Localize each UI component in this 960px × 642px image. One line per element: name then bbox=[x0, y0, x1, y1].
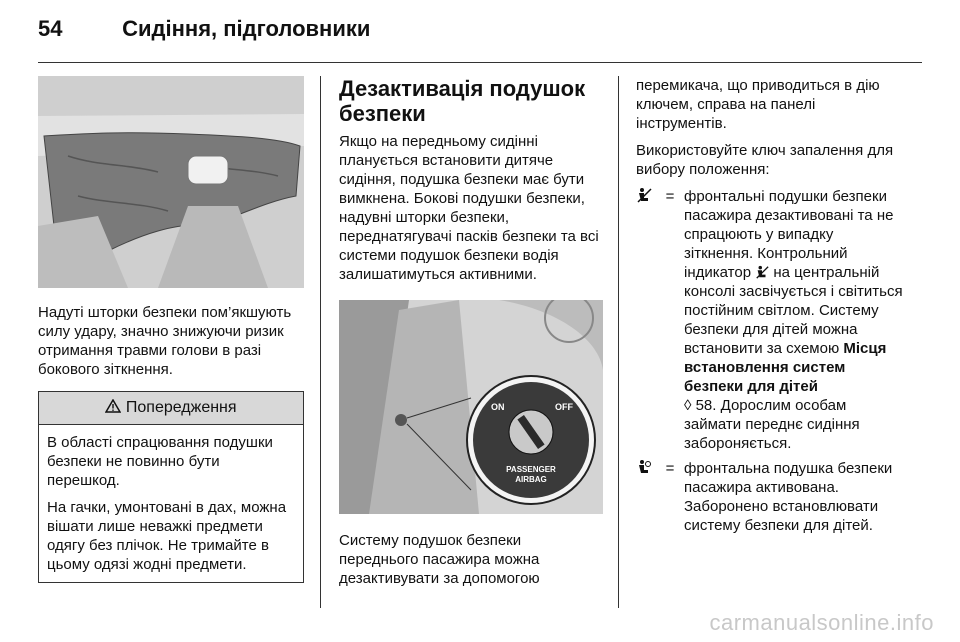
airbag-on-icon bbox=[636, 459, 656, 535]
column-1 bbox=[38, 76, 304, 583]
cross-reference-link[interactable]: Місця встановлення систем безпеки для дітей bbox=[684, 340, 887, 395]
airbag-off-icon bbox=[636, 187, 656, 453]
warning-box bbox=[38, 391, 304, 583]
column-2 bbox=[339, 76, 603, 596]
switch-off-label: OFF bbox=[555, 402, 573, 412]
watermark: carmanualsonline.info bbox=[709, 610, 934, 635]
figure-caption: Систему подушок безпеки переднього пасажира можна дезактивувати за допомогою bbox=[339, 532, 540, 587]
warning-triangle-icon bbox=[105, 399, 125, 416]
section-heading: Дезактивація подушок безпеки bbox=[339, 76, 586, 126]
body-text: Використовуйте ключ запалення для вибору положення: bbox=[636, 142, 894, 178]
warning-header bbox=[39, 392, 303, 425]
definition-airbag-off bbox=[636, 187, 906, 453]
header-rule bbox=[38, 62, 922, 63]
definition-airbag-on bbox=[636, 459, 906, 535]
definition-text: фронтальна подушка безпеки пасажира активована. Заборонено встановлювати систему безпеки для дітей. bbox=[684, 460, 893, 534]
airbag-switch-figure bbox=[339, 300, 603, 514]
column-divider bbox=[618, 76, 619, 608]
definition-text: фронтальні подушки безпеки пасажира дезактивовані та не спрацюють у випадку зіткнення. Контрольний індикатор bbox=[684, 188, 894, 281]
page-number: 54 bbox=[38, 16, 63, 41]
reference-symbol: ◊ bbox=[684, 397, 692, 414]
equals-sign: = bbox=[665, 188, 675, 205]
column-3 bbox=[636, 76, 906, 541]
body-text: Якщо на передньому сидінні планується встановити дитяче сидіння, подушка безпеки має бути вимкнена. Бокові подушки безпеки, надувні шторки безпеки, переднатягувачі пасків безпеки та всі системи подушок безпеки водія залишатимуться активними. bbox=[339, 133, 599, 283]
page-header bbox=[38, 16, 370, 42]
airbag-off-icon bbox=[755, 264, 769, 281]
switch-airbag-label: AIRBAG bbox=[515, 475, 547, 484]
definition-text: на центральній консолі засвічується і світиться постійним світлом. Систему безпеки для дітей можна встановити за схемою bbox=[684, 264, 903, 357]
switch-on-label: ON bbox=[491, 402, 505, 412]
warning-text: На гачки, умонтовані в дах, можна вішати лише неважкі предмети одягу без плічок. Не тримайте в цьому одязі жодні предмети. bbox=[47, 499, 287, 573]
figure-caption: Надуті шторки безпеки пом’якшують силу удару, значно знижуючи ризик отримання травми голови в разі бокового зіткнення. bbox=[38, 304, 292, 378]
definition-text: 58. Дорослим особам займати переднє сидіння забороняється. bbox=[684, 397, 860, 452]
page-title: Сидіння, підголовники bbox=[122, 16, 371, 41]
body-text: перемикача, що приводиться в дію ключем, справа на панелі інструментів. bbox=[636, 77, 880, 132]
warning-text: В області спрацювання подушки безпеки не повинно бути перешкод. bbox=[47, 434, 273, 489]
switch-passenger-label: PASSENGER bbox=[506, 465, 556, 474]
column-divider bbox=[320, 76, 321, 608]
equals-sign: = bbox=[665, 460, 675, 477]
warning-title: Попередження bbox=[125, 399, 237, 416]
curtain-airbag-figure bbox=[38, 76, 304, 288]
